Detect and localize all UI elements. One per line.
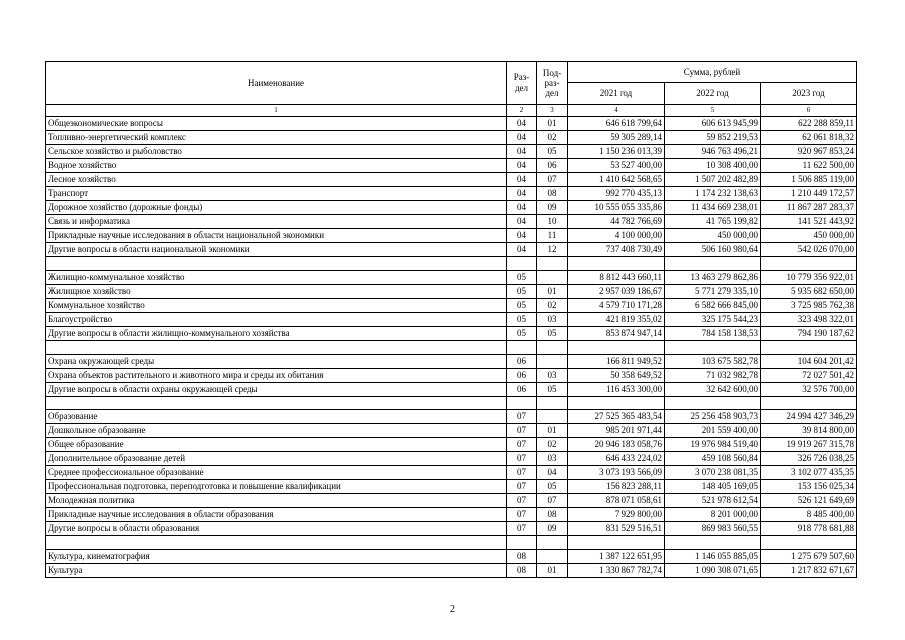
row-razdel: 07 — [507, 410, 537, 424]
blank-cell — [537, 340, 568, 354]
row-value-2023: 450 000,00 — [761, 229, 857, 243]
column-number: 4 — [568, 105, 665, 117]
row-razdel: 08 — [507, 550, 537, 564]
row-value-2022: 506 160 980,64 — [665, 243, 761, 257]
row-value-2022: 13 463 279 862,86 — [665, 270, 761, 284]
row-razdel: 04 — [507, 229, 537, 243]
row-value-2022: 41 765 199,82 — [665, 215, 761, 229]
header-name: Наименование — [46, 62, 507, 105]
header-year-2021: 2021 год — [568, 83, 665, 105]
blank-cell — [46, 340, 507, 354]
row-value-2023: 24 994 427 346,29 — [761, 410, 857, 424]
blank-cell — [665, 340, 761, 354]
row-value-2022: 869 983 560,55 — [665, 522, 761, 536]
row-podrazdel: 04 — [537, 466, 568, 480]
table-row — [46, 284, 857, 298]
row-name: Транспорт — [46, 187, 507, 201]
row-value-2021: 50 358 649,52 — [568, 368, 665, 382]
row-podrazdel: 07 — [537, 494, 568, 508]
row-razdel: 07 — [507, 494, 537, 508]
row-value-2021: 4 579 710 171,28 — [568, 298, 665, 312]
table-row — [46, 229, 857, 243]
row-razdel: 06 — [507, 368, 537, 382]
row-value-2022: 1 090 308 071,65 — [665, 564, 761, 578]
row-razdel: 04 — [507, 173, 537, 187]
row-razdel: 04 — [507, 145, 537, 159]
table-row — [46, 508, 857, 522]
blank-cell — [665, 257, 761, 271]
row-value-2022: 11 434 669 238,01 — [665, 201, 761, 215]
row-value-2023: 39 814 800,00 — [761, 424, 857, 438]
row-value-2021: 985 201 971,44 — [568, 424, 665, 438]
row-value-2021: 7 929 800,00 — [568, 508, 665, 522]
column-number: 1 — [46, 105, 507, 117]
blank-cell — [46, 257, 507, 271]
row-podrazdel: 02 — [537, 298, 568, 312]
blank-cell — [761, 340, 857, 354]
section-row — [46, 410, 857, 424]
row-name: Другие вопросы в области национальной экономики — [46, 243, 507, 257]
row-podrazdel: 05 — [537, 326, 568, 340]
row-razdel: 07 — [507, 480, 537, 494]
row-razdel: 07 — [507, 466, 537, 480]
row-value-2023: 1 275 679 507,60 — [761, 550, 857, 564]
row-value-2022: 71 032 982,78 — [665, 368, 761, 382]
table-row — [46, 145, 857, 159]
row-name: Связь и информатика — [46, 215, 507, 229]
row-value-2023: 141 521 443,92 — [761, 215, 857, 229]
row-name: Лесное хозяйство — [46, 173, 507, 187]
row-value-2021: 10 555 055 335,86 — [568, 201, 665, 215]
row-name: Охрана объектов растительного и животного мира и среды их обитания — [46, 368, 507, 382]
row-value-2022: 450 000,00 — [665, 229, 761, 243]
blank-cell — [665, 536, 761, 550]
row-podrazdel: 02 — [537, 131, 568, 145]
blank-cell — [537, 257, 568, 271]
row-value-2021: 831 529 516,51 — [568, 522, 665, 536]
blank-cell — [507, 340, 537, 354]
row-name: Водное хозяйство — [46, 159, 507, 173]
row-value-2021: 27 525 365 483,54 — [568, 410, 665, 424]
blank-row — [46, 396, 857, 410]
row-value-2022: 59 852 219,53 — [665, 131, 761, 145]
row-value-2021: 44 782 766,69 — [568, 215, 665, 229]
blank-cell — [507, 396, 537, 410]
table-row — [46, 564, 857, 578]
row-value-2021: 8 812 443 660,11 — [568, 270, 665, 284]
row-value-2021: 1 150 236 013,39 — [568, 145, 665, 159]
row-name: Прикладные научные исследования в области образования — [46, 508, 507, 522]
row-value-2023: 5 935 682 650,00 — [761, 284, 857, 298]
table-row — [46, 117, 857, 131]
row-razdel: 04 — [507, 201, 537, 215]
row-razdel: 04 — [507, 159, 537, 173]
column-number: 6 — [761, 105, 857, 117]
row-value-2021: 853 874 947,14 — [568, 326, 665, 340]
row-value-2022: 5 771 279 335,10 — [665, 284, 761, 298]
row-value-2021: 20 946 183 058,76 — [568, 438, 665, 452]
row-value-2022: 946 763 496,21 — [665, 145, 761, 159]
row-razdel: 05 — [507, 298, 537, 312]
row-name: Общее образование — [46, 438, 507, 452]
row-value-2023: 1 210 449 172,57 — [761, 187, 857, 201]
row-name: Жилищно-коммунальное хозяйство — [46, 270, 507, 284]
blank-cell — [761, 536, 857, 550]
row-name: Дошкольное образование — [46, 424, 507, 438]
row-value-2023: 32 576 700,00 — [761, 382, 857, 396]
row-podrazdel: 05 — [537, 145, 568, 159]
row-value-2023: 19 919 267 315,78 — [761, 438, 857, 452]
section-row — [46, 550, 857, 564]
row-podrazdel: 01 — [537, 424, 568, 438]
row-value-2022: 32 642 600,00 — [665, 382, 761, 396]
blank-row — [46, 340, 857, 354]
row-value-2022: 521 978 612,54 — [665, 494, 761, 508]
blank-row — [46, 536, 857, 550]
table-row — [46, 326, 857, 340]
row-podrazdel: 07 — [537, 173, 568, 187]
row-value-2021: 1 410 642 568,65 — [568, 173, 665, 187]
column-number: 5 — [665, 105, 761, 117]
row-name: Коммунальное хозяйство — [46, 298, 507, 312]
row-value-2021: 992 770 435,13 — [568, 187, 665, 201]
row-name: Другие вопросы в области охраны окружающей среды — [46, 382, 507, 396]
table-body — [46, 117, 857, 578]
row-name: Общеэкономические вопросы — [46, 117, 507, 131]
row-name: Молодежная политика — [46, 494, 507, 508]
row-razdel: 07 — [507, 438, 537, 452]
row-value-2022: 325 175 544,23 — [665, 312, 761, 326]
row-value-2023: 104 604 201,42 — [761, 354, 857, 368]
blank-cell — [507, 257, 537, 271]
table-row — [46, 382, 857, 396]
row-name: Другие вопросы в области образования — [46, 522, 507, 536]
row-name: Топливно-энергетический комплекс — [46, 131, 507, 145]
row-razdel: 06 — [507, 382, 537, 396]
row-podrazdel — [537, 410, 568, 424]
row-podrazdel: 05 — [537, 382, 568, 396]
row-name: Культура, кинематография — [46, 550, 507, 564]
table-row — [46, 215, 857, 229]
page-number: 2 — [450, 604, 455, 615]
row-value-2023: 918 778 681,88 — [761, 522, 857, 536]
row-name: Образование — [46, 410, 507, 424]
section-row — [46, 270, 857, 284]
row-value-2023: 72 027 501,42 — [761, 368, 857, 382]
header-year-2022: 2022 год — [665, 83, 761, 105]
blank-cell — [46, 536, 507, 550]
table-row — [46, 131, 857, 145]
row-razdel: 04 — [507, 117, 537, 131]
row-razdel: 07 — [507, 452, 537, 466]
row-value-2022: 606 613 945,99 — [665, 117, 761, 131]
blank-cell — [568, 257, 665, 271]
row-value-2023: 1 217 832 671,67 — [761, 564, 857, 578]
row-value-2021: 4 100 000,00 — [568, 229, 665, 243]
row-razdel: 07 — [507, 424, 537, 438]
row-podrazdel: 09 — [537, 522, 568, 536]
row-value-2023: 10 779 356 922,01 — [761, 270, 857, 284]
row-value-2023: 1 506 885 119,00 — [761, 173, 857, 187]
table-row — [46, 187, 857, 201]
table-row — [46, 298, 857, 312]
row-value-2022: 10 308 400,00 — [665, 159, 761, 173]
row-razdel: 08 — [507, 564, 537, 578]
row-podrazdel: 09 — [537, 201, 568, 215]
row-name: Благоустройство — [46, 312, 507, 326]
column-number: 3 — [537, 105, 568, 117]
table-row — [46, 173, 857, 187]
row-razdel: 07 — [507, 522, 537, 536]
blank-cell — [665, 396, 761, 410]
row-value-2023: 8 485 400,00 — [761, 508, 857, 522]
row-podrazdel: 12 — [537, 243, 568, 257]
row-name: Дорожное хозяйство (дорожные фонды) — [46, 201, 507, 215]
row-value-2023: 11 622 500,00 — [761, 159, 857, 173]
row-value-2022: 1 174 232 138,63 — [665, 187, 761, 201]
table-header — [46, 62, 857, 117]
column-numbering-row — [46, 105, 857, 117]
row-podrazdel: 08 — [537, 508, 568, 522]
row-podrazdel: 10 — [537, 215, 568, 229]
row-podrazdel: 01 — [537, 117, 568, 131]
table-row — [46, 243, 857, 257]
row-value-2022: 459 108 560,84 — [665, 452, 761, 466]
section-row — [46, 354, 857, 368]
row-podrazdel: 01 — [537, 284, 568, 298]
blank-cell — [46, 396, 507, 410]
blank-cell — [537, 396, 568, 410]
blank-cell — [761, 257, 857, 271]
table-row — [46, 201, 857, 215]
blank-cell — [761, 396, 857, 410]
row-name: Другие вопросы в области жилищно-коммунального хозяйства — [46, 326, 507, 340]
row-value-2023: 62 061 818,32 — [761, 131, 857, 145]
table-row — [46, 424, 857, 438]
row-razdel: 06 — [507, 354, 537, 368]
table-row — [46, 480, 857, 494]
row-name: Среднее профессиональное образование — [46, 466, 507, 480]
table-row — [46, 522, 857, 536]
row-podrazdel: 06 — [537, 159, 568, 173]
row-value-2021: 116 453 300,00 — [568, 382, 665, 396]
row-podrazdel: 02 — [537, 438, 568, 452]
row-value-2021: 646 618 799,64 — [568, 117, 665, 131]
row-value-2022: 25 256 458 903,73 — [665, 410, 761, 424]
row-name: Сельское хозяйство и рыболовство — [46, 145, 507, 159]
row-value-2022: 784 158 138,53 — [665, 326, 761, 340]
row-razdel: 04 — [507, 187, 537, 201]
row-value-2023: 622 288 859,11 — [761, 117, 857, 131]
row-podrazdel — [537, 550, 568, 564]
row-name: Культура — [46, 564, 507, 578]
row-value-2021: 53 527 400,00 — [568, 159, 665, 173]
row-value-2022: 19 976 984 519,40 — [665, 438, 761, 452]
row-razdel: 07 — [507, 508, 537, 522]
row-value-2021: 878 071 058,61 — [568, 494, 665, 508]
row-value-2022: 1 507 202 482,89 — [665, 173, 761, 187]
header-razdel: Раз- дел — [507, 62, 537, 105]
header-year-2023: 2023 год — [761, 83, 857, 105]
blank-row — [46, 257, 857, 271]
row-value-2022: 148 405 169,05 — [665, 480, 761, 494]
row-podrazdel — [537, 354, 568, 368]
row-value-2021: 59 305 289,14 — [568, 131, 665, 145]
row-value-2022: 1 146 055 885,05 — [665, 550, 761, 564]
row-value-2023: 526 121 649,69 — [761, 494, 857, 508]
row-value-2023: 3 725 985 762,38 — [761, 298, 857, 312]
table-row — [46, 452, 857, 466]
blank-cell — [568, 536, 665, 550]
row-value-2023: 153 156 025,34 — [761, 480, 857, 494]
row-podrazdel: 03 — [537, 368, 568, 382]
row-podrazdel — [537, 270, 568, 284]
row-name: Дополнительное образование детей — [46, 452, 507, 466]
row-name: Жилищное хозяйство — [46, 284, 507, 298]
row-razdel: 05 — [507, 312, 537, 326]
row-name: Охрана окружающей среды — [46, 354, 507, 368]
row-value-2023: 920 967 853,24 — [761, 145, 857, 159]
row-value-2021: 166 811 949,52 — [568, 354, 665, 368]
blank-cell — [507, 536, 537, 550]
row-value-2021: 2 957 039 186,67 — [568, 284, 665, 298]
row-value-2023: 542 026 070,00 — [761, 243, 857, 257]
blank-cell — [537, 536, 568, 550]
blank-cell — [568, 340, 665, 354]
table-row — [46, 466, 857, 480]
column-number: 2 — [507, 105, 537, 117]
row-value-2021: 737 408 730,49 — [568, 243, 665, 257]
row-value-2022: 6 582 666 845,00 — [665, 298, 761, 312]
row-value-2021: 156 823 288,11 — [568, 480, 665, 494]
row-podrazdel: 05 — [537, 480, 568, 494]
row-value-2021: 3 073 193 566,09 — [568, 466, 665, 480]
row-razdel: 04 — [507, 215, 537, 229]
row-value-2023: 794 190 187,62 — [761, 326, 857, 340]
row-name: Профессиональная подготовка, переподготовка и повышение квалификации — [46, 480, 507, 494]
row-podrazdel: 01 — [537, 564, 568, 578]
row-razdel: 05 — [507, 326, 537, 340]
row-razdel: 04 — [507, 131, 537, 145]
row-value-2021: 421 819 355,02 — [568, 312, 665, 326]
row-podrazdel: 08 — [537, 187, 568, 201]
row-value-2023: 323 498 322,01 — [761, 312, 857, 326]
row-value-2022: 103 675 582,78 — [665, 354, 761, 368]
row-value-2021: 646 433 224,02 — [568, 452, 665, 466]
row-razdel: 05 — [507, 284, 537, 298]
row-podrazdel: 03 — [537, 312, 568, 326]
row-value-2022: 201 559 400,00 — [665, 424, 761, 438]
row-razdel: 05 — [507, 270, 537, 284]
row-name: Прикладные научные исследования в области национальной экономики — [46, 229, 507, 243]
table-row — [46, 494, 857, 508]
row-value-2021: 1 387 122 651,95 — [568, 550, 665, 564]
row-podrazdel: 11 — [537, 229, 568, 243]
row-value-2023: 11 867 287 283,37 — [761, 201, 857, 215]
row-value-2023: 3 102 077 435,35 — [761, 466, 857, 480]
blank-cell — [568, 396, 665, 410]
table-row — [46, 438, 857, 452]
table-row — [46, 312, 857, 326]
table-row — [46, 159, 857, 173]
row-value-2023: 326 726 038,25 — [761, 452, 857, 466]
row-value-2022: 3 070 238 081,35 — [665, 466, 761, 480]
table-row — [46, 368, 857, 382]
row-podrazdel: 03 — [537, 452, 568, 466]
row-value-2022: 8 201 000,00 — [665, 508, 761, 522]
header-sum: Сумма, рублей — [568, 62, 857, 83]
row-razdel: 04 — [507, 243, 537, 257]
row-value-2021: 1 330 867 782,74 — [568, 564, 665, 578]
header-podrazdel: Под- раз- дел — [537, 62, 568, 105]
budget-table — [45, 61, 857, 578]
